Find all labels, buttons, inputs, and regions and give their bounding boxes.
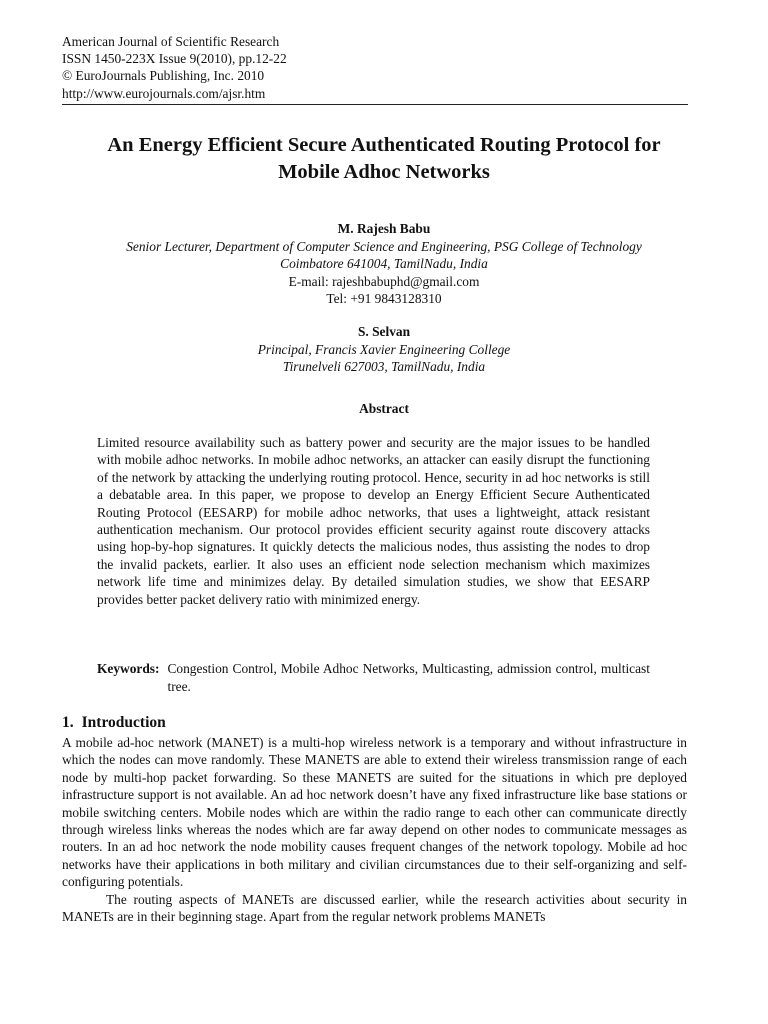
title-line-1: An Energy Efficient Secure Authenticated Routing Protocol for: [107, 134, 661, 156]
paper-title: [40, 132, 728, 186]
section-title: Introduction: [81, 714, 166, 731]
keywords-label: Keywords:: [97, 661, 160, 676]
journal-url[interactable]: http://www.eurojournals.com/ajsr.htm: [62, 85, 266, 101]
introduction-body: [62, 734, 687, 925]
journal-publisher: © EuroJournals Publishing, Inc. 2010: [62, 68, 265, 84]
author-affiliation-location: Coimbatore 641004, TamilNadu, India: [280, 256, 488, 272]
author-affiliation: Principal, Francis Xavier Engineering College: [257, 341, 511, 357]
author-name: M. Rajesh Babu: [337, 221, 431, 236]
keywords-text: Congestion Control, Mobile Adhoc Networks, Multicasting, admission control, multicast tree.: [167, 661, 650, 694]
author-tel: Tel: +91 9843128310: [326, 291, 442, 307]
section-heading-introduction: [62, 714, 166, 732]
journal-name: American Journal of Scientific Research: [62, 34, 280, 49]
author-affiliation: Senior Lecturer, Department of Computer Science and Engineering, PSG College of Technology: [126, 238, 642, 254]
abstract-heading: Abstract: [359, 401, 409, 416]
author-block-1: [40, 220, 728, 308]
author-affiliation-location: Tirunelveli 627003, TamilNadu, India: [282, 359, 486, 375]
paragraph: The routing aspects of MANETs are discussed earlier, while the research activities about security in MANETs are in their beginning stage. Apart from the regular network problems MANETs: [62, 891, 687, 925]
journal-issn: ISSN 1450-223X Issue 9(2010), pp.12-22: [62, 51, 287, 67]
author-block-2: [40, 323, 728, 376]
paragraph: A mobile ad-hoc network (MANET) is a multi-hop wireless network is a temporary and without infrastructure in which the nodes can move randomly. These MANETS are able to extend their wireless transmission range of each node by multi-hop packet forwarding. So these MANETS are suited for the situations in which pre deployed infrastructure support is not available. An ad hoc network doesn’t have any fixed infrastructure like base stations or mobile switching centers. Mobile nodes which are within the radio range to each other can communicate directly through wireless links whereas the nodes which are far away depend on other nodes to communicate messages as routers. In an ad hoc network the node mobility causes frequent changes of the network topology. Mobile ad hoc networks have their applications in both military and civilian circumstances due to their self-organizing and self-configuring potentials.: [62, 735, 687, 890]
keywords: [97, 660, 650, 696]
journal-header: [62, 33, 287, 102]
section-number: 1.: [62, 714, 74, 731]
abstract-text: Limited resource availability such as battery power and security are the major issues to be handled with mobile adhoc networks. In mobile adhoc networks, an attacker can easily disrupt the functioning of the network by attacking the underlying routing protocol. Hence, security in ad hoc networks is still a debatable area. In this paper, we propose to develop an Energy Efficient Secure Authenticated Routing Protocol (EESARP) for mobile adhoc networks, that uses a lightweight, attack resistant authentication mechanism. Our protocol provides efficient security against route discovery attacks using hop-by-hop signatures. It quickly detects the malicious nodes, thus assisting the nodes to drop the invalid packets, earlier. It also uses an efficient node selection mechanism which maximizes network life time and minimizes delay. By detailed simulation studies, we show that EESARP provides better packet delivery ratio with minimized energy.: [97, 435, 650, 607]
author-name: S. Selvan: [357, 324, 411, 339]
title-line-2: Mobile Adhoc Networks: [278, 161, 490, 183]
header-divider: [62, 104, 688, 105]
author-email[interactable]: E-mail: rajeshbabuphd@gmail.com: [288, 273, 480, 289]
